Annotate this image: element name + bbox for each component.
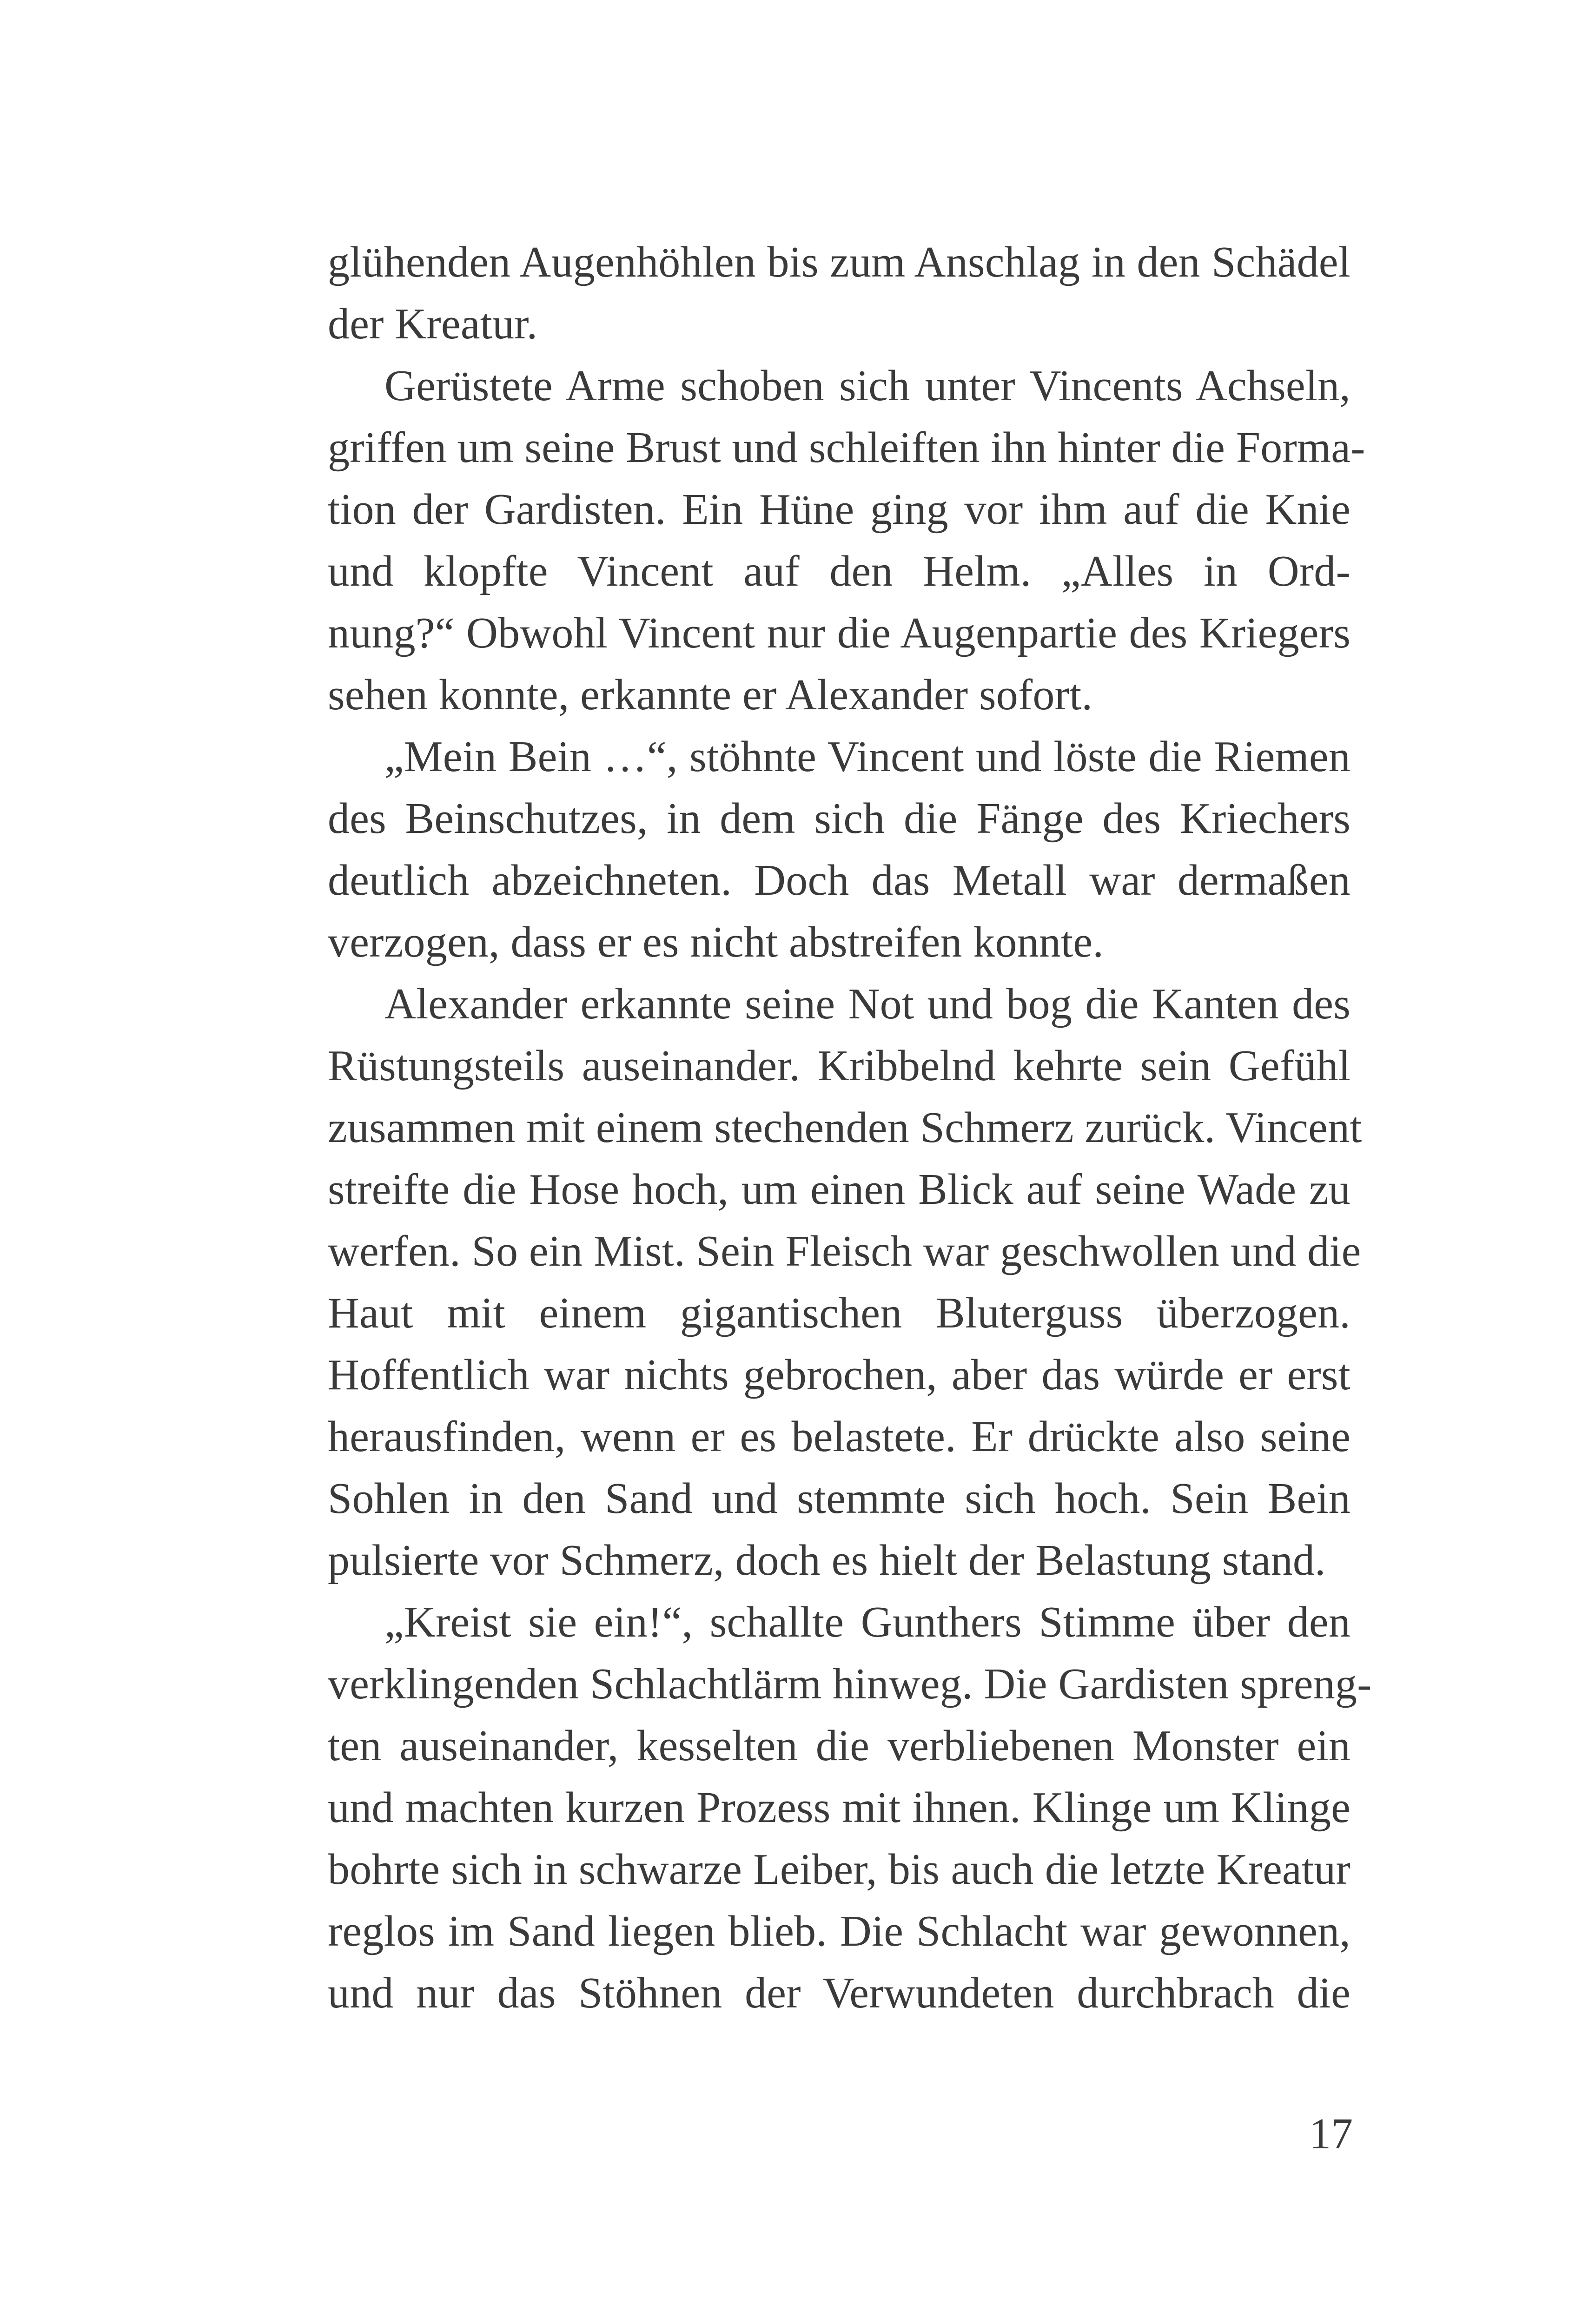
text-line: Gerüstete Arme schoben sich unter Vincents Achseln, (384, 362, 1351, 410)
paragraph (328, 231, 1351, 355)
body-text (328, 231, 1372, 2024)
text-line: streifte die Hose hoch, um einen Blick auf seine Wade zu (328, 1165, 1351, 1214)
text-line: deutlich abzeichneten. Doch das Metall war dermaßen (328, 856, 1351, 905)
paragraph (328, 355, 1365, 726)
text-line: Haut mit einem gigantischen Bluterguss überzogen. (328, 1289, 1351, 1337)
page-number: 17 (1309, 2110, 1353, 2158)
text-line: nung?“ Obwohl Vincent nur die Augenpartie des Kriegers (328, 609, 1351, 657)
text-line: Hoffentlich war nichts gebrochen, aber das würde er erst (328, 1351, 1351, 1399)
text-line: zusammen mit einem stechenden Schmerz zurück. Vincent (328, 1103, 1362, 1152)
text-line: verzogen, dass er es nicht abstreifen konnte. (328, 918, 1104, 966)
text-line: und machten kurzen Prozess mit ihnen. Klinge um Klinge (328, 1783, 1351, 1832)
text-line: sehen konnte, erkannte er Alexander sofort. (328, 671, 1093, 719)
text-line: ten auseinander, kesselten die verbliebenen Monster ein (328, 1722, 1351, 1770)
text-line: verklingenden Schlachtlärm hinweg. Die Gardisten spreng- (328, 1660, 1372, 1708)
text-line: Rüstungsteils auseinander. Kribbelnd kehrte sein Gefühl (328, 1042, 1351, 1090)
text-line: werfen. So ein Mist. Sein Fleisch war geschwollen und die (328, 1227, 1361, 1275)
text-line: Alexander erkannte seine Not und bog die Kanten des (384, 980, 1351, 1028)
text-line: „Mein Bein …“, stöhnte Vincent und löste die Riemen (384, 733, 1351, 781)
text-line: glühenden Augenhöhlen bis zum Anschlag in den Schädel (328, 238, 1351, 286)
text-line: der Kreatur. (328, 300, 538, 348)
text-line: griffen um seine Brust und schleiften ihn hinter die Forma- (328, 423, 1365, 472)
paragraph (328, 973, 1362, 1591)
text-line: „Kreist sie ein!“, schallte Gunthers Stimme über den (384, 1598, 1351, 1646)
paragraph (328, 1591, 1372, 2024)
text-line: herausfinden, wenn er es belastete. Er drückte also seine (328, 1413, 1351, 1461)
text-line: tion der Gardisten. Ein Hüne ging vor ihm auf die Knie (328, 485, 1351, 534)
text-line: Sohlen in den Sand und stemmte sich hoch. Sein Bein (328, 1474, 1351, 1523)
text-line: reglos im Sand liegen blieb. Die Schlacht war gewonnen, (328, 1907, 1351, 1955)
text-line: pulsierte vor Schmerz, doch es hielt der Belastung stand. (328, 1536, 1326, 1585)
paragraph (328, 726, 1351, 973)
text-line: des Beinschutzes, in dem sich die Fänge des Kriechers (328, 794, 1351, 843)
text-line: bohrte sich in schwarze Leiber, bis auch die letzte Kreatur (328, 1845, 1351, 1894)
text-line: und klopfte Vincent auf den Helm. „Alles in Ord- (328, 547, 1351, 595)
text-line: und nur das Stöhnen der Verwundeten durchbrach die (328, 1969, 1351, 2017)
